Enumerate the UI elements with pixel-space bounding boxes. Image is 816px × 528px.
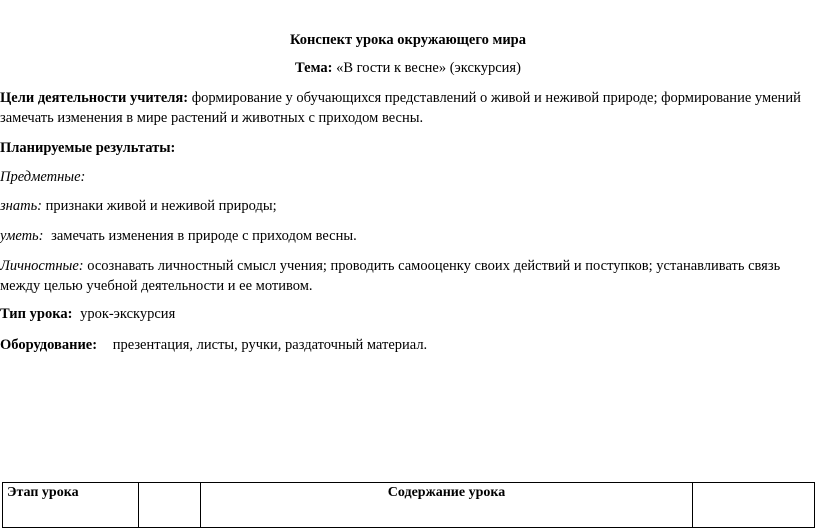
personal-line-1 <box>0 258 780 275</box>
planned-results-label: Планируемые результаты: <box>0 140 176 156</box>
topic-label: Тема: <box>295 60 333 76</box>
can-label: уметь: <box>0 228 44 244</box>
lesson-type-label: Тип урока: <box>0 306 73 322</box>
header-empty-1 <box>139 483 201 528</box>
equipment-label: Оборудование: <box>0 337 98 353</box>
can-value: замечать изменения в природе с приходом весны. <box>51 228 357 244</box>
table-header-row <box>3 483 815 528</box>
personal-text-1: осознавать личностный смысл учения; проводить самооценку своих действий и поступков; устанавливать связь <box>87 258 781 274</box>
lesson-type-line <box>0 306 175 323</box>
header-stage: Этап урока <box>3 483 139 528</box>
know-label: знать: <box>0 198 42 214</box>
equipment-line <box>0 337 427 354</box>
can-line <box>0 228 357 245</box>
header-empty-2 <box>693 483 815 528</box>
subject-label: Предметные: <box>0 169 86 185</box>
topic-line <box>0 60 816 77</box>
document-title: Конспект урока окружающего мира <box>289 32 526 48</box>
header-content: Содержание урока <box>201 483 693 528</box>
lesson-stages-table <box>2 482 815 528</box>
personal-label: Личностные: <box>0 258 84 274</box>
topic-value: «В гости к весне» (экскурсия) <box>336 60 521 76</box>
goals-text-1: формирование у обучающихся представлений о живой и неживой природе; формирование умений <box>191 90 801 106</box>
know-value: признаки живой и неживой природы; <box>45 198 277 214</box>
goals-text-2: замечать изменения в мире растений и животных с приходом весны. <box>0 110 424 126</box>
goals-label: Цели деятельности учителя: <box>0 90 189 106</box>
goals-line-1 <box>0 90 801 107</box>
personal-text-2: между целью учебной деятельности и ее мотивом. <box>0 278 313 294</box>
lesson-type-value: урок-экскурсия <box>80 306 176 322</box>
equipment-value: презентация, листы, ручки, раздаточный материал. <box>112 337 428 353</box>
know-line <box>0 198 277 215</box>
